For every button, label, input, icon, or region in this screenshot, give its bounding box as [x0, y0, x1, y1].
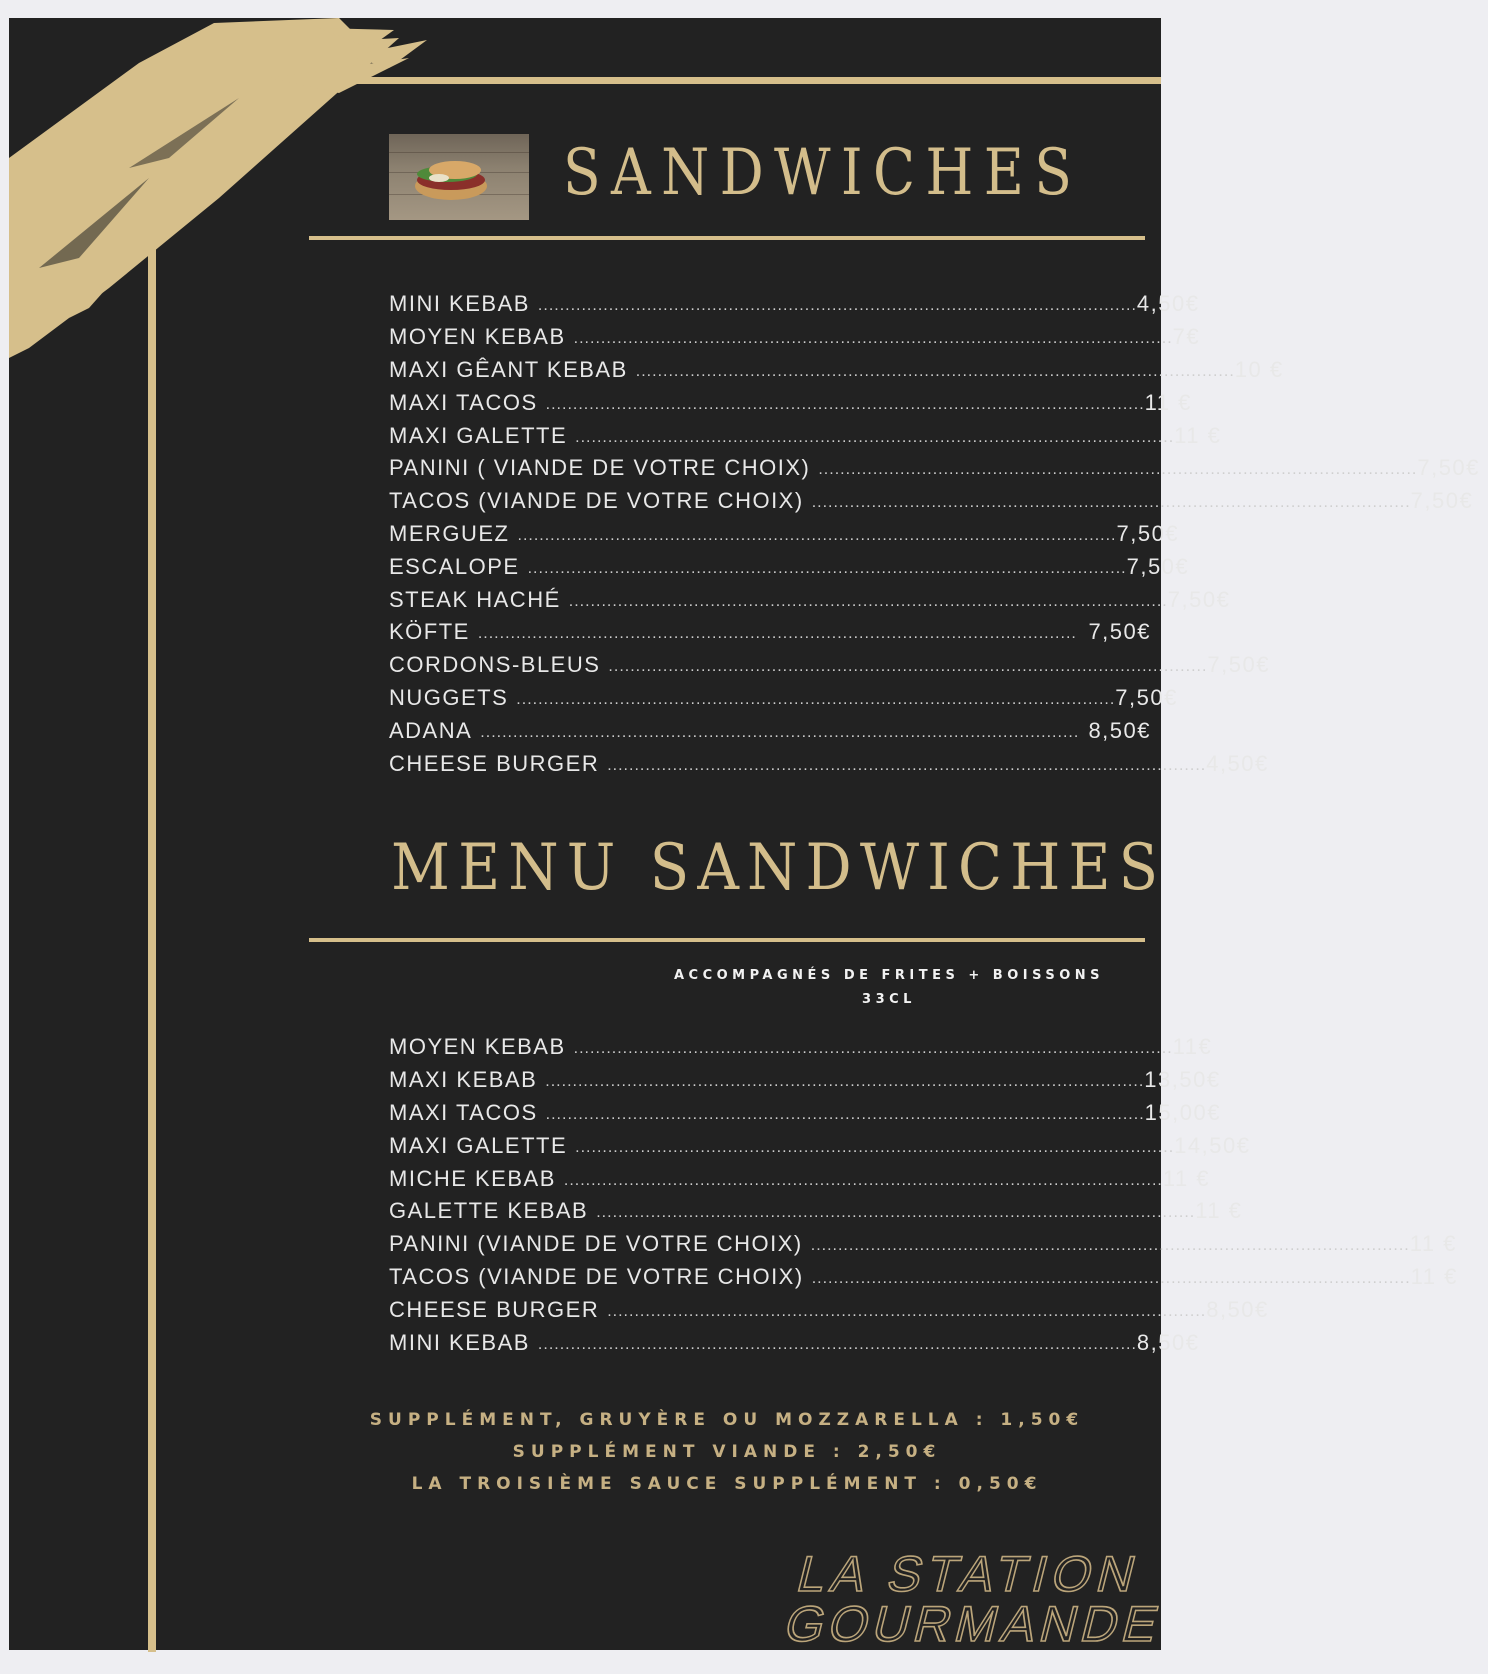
menu-divider: [309, 938, 1145, 942]
item-name: TACOS (VIANDE DE VOTRE CHOIX): [389, 1263, 804, 1289]
item-price: 11 €: [1195, 1198, 1243, 1224]
item-price: 14,50€: [1174, 1132, 1251, 1158]
list-item: PANINI (VIANDE DE VOTRE CHOIX) .............................................................................................................. 11 €: [389, 1228, 1159, 1261]
list-item: CORDONS-BLEUS .............................................................................................................. 7,50€: [389, 649, 1159, 682]
list-item: MICHE KEBAB .............................................................................................................. 11 €: [389, 1162, 1159, 1195]
item-price: 10 €: [1234, 356, 1284, 382]
item-name: GALETTE KEBAB: [389, 1198, 589, 1224]
sandwiches-list: [389, 288, 1480, 780]
sandwich-photo-icon: [389, 134, 529, 220]
item-price: 7,50€: [1115, 684, 1178, 710]
item-price: 15,00€: [1144, 1099, 1221, 1125]
item-name: MICHE KEBAB: [389, 1165, 556, 1191]
item-name: PANINI (VIANDE DE VOTRE CHOIX): [389, 1231, 803, 1257]
vertical-gold-rule: [148, 242, 156, 1652]
item-name: CHEESE BURGER: [389, 1296, 600, 1322]
item-name: MOYEN KEBAB: [389, 324, 566, 350]
item-price: 11 €: [1162, 1165, 1211, 1191]
item-price: 7,50€: [1116, 520, 1180, 546]
item-price: 11€: [1172, 1034, 1213, 1060]
la-station-gourmande-logo: [769, 1533, 1169, 1673]
list-item: CHEESE BURGER .............................................................................................................. 8,50€: [389, 1293, 1159, 1326]
item-name: ADANA: [389, 717, 473, 743]
list-item: TACOS (VIANDE DE VOTRE CHOIX) .............................................................................................................. 11 €: [389, 1261, 1159, 1294]
gold-brush-stroke-decoration: [9, 18, 439, 358]
menu-sandwiches-title: MENU SANDWICHES: [391, 831, 1167, 905]
logo-line-1: LA STATION: [791, 1545, 1148, 1602]
item-name: TACOS (VIANDE DE VOTRE CHOIX): [389, 488, 804, 514]
list-item: CHEESE BURGER .............................................................................................................. 4,50€: [389, 747, 1159, 780]
sandwiches-divider: [309, 236, 1145, 240]
item-price: 7,50€: [1088, 619, 1151, 645]
item-name: MERGUEZ: [389, 520, 510, 546]
supplement-cheese: SUPPLÉMENT, GRUYÈRE OU MOZZARELLA : 1,50€: [369, 1410, 1085, 1430]
item-price: 8,50€: [1206, 1296, 1269, 1322]
item-name: CHEESE BURGER: [389, 750, 600, 776]
item-price: 7,50€: [1417, 455, 1480, 481]
item-price: 7,50€: [1410, 488, 1474, 514]
item-name: MOYEN KEBAB: [389, 1034, 566, 1060]
item-name: CORDONS-BLEUS: [389, 652, 601, 678]
list-item: MAXI TACOS .............................................................................................................. 11 €: [389, 386, 1159, 419]
list-item: ADANA .............................................................................................................. 8,50€: [389, 714, 1159, 747]
list-item: MOYEN KEBAB .............................................................................................................. 7€: [389, 321, 1159, 354]
list-item: NUGGETS .............................................................................................................. 7,50€: [389, 682, 1159, 715]
sandwiches-title: SANDWICHES: [563, 136, 1083, 210]
menu-subtitle: ACCOMPAGNÉS DE FRITES + BOISSONS 33CL: [673, 968, 1105, 1007]
list-item: MAXI GALETTE .............................................................................................................. 11 €: [389, 419, 1159, 452]
logo-line-2: GOURMANDE: [779, 1595, 1169, 1652]
item-name: PANINI ( VIANDE DE VOTRE CHOIX): [389, 455, 811, 481]
list-item: MAXI KEBAB .............................................................................................................. 13,50€: [389, 1064, 1159, 1097]
list-item: MAXI GÊANT KEBAB .............................................................................................................. 10 €: [389, 354, 1159, 387]
item-price: 13,50€: [1144, 1067, 1221, 1093]
item-price: 11 €: [1409, 1231, 1457, 1257]
item-name: MAXI KEBAB: [389, 1067, 538, 1093]
item-price: 7€: [1172, 324, 1201, 350]
menu-page: [9, 18, 1480, 1652]
item-name: KÖFTE: [389, 619, 470, 645]
item-price: 8,50€: [1088, 717, 1151, 743]
item-price: 7,50€: [1167, 586, 1231, 612]
supplement-meat: SUPPLÉMENT VIANDE : 2,50€: [512, 1442, 942, 1462]
list-item: STEAK HACHÉ .............................................................................................................. 7,50€: [389, 583, 1159, 616]
item-price: 7,50€: [1207, 652, 1270, 678]
item-name: MAXI GALETTE: [389, 1132, 568, 1158]
top-gold-rule: [349, 77, 1161, 84]
item-price: 4,50€: [1136, 291, 1200, 317]
item-name: MAXI TACOS: [389, 1099, 538, 1125]
item-name: MINI KEBAB: [389, 1329, 530, 1355]
list-item: MOYEN KEBAB .............................................................................................................. 11€: [389, 1031, 1159, 1064]
item-name: NUGGETS: [389, 684, 509, 710]
item-name: MAXI GALETTE: [389, 422, 568, 448]
list-item: MINI KEBAB .............................................................................................................. 8,50€: [389, 1326, 1159, 1359]
list-item: PANINI ( VIANDE DE VOTRE CHOIX) .............................................................................................................. 7,50€: [389, 452, 1159, 485]
list-item: MAXI GALETTE .............................................................................................................. 14,50€: [389, 1129, 1159, 1162]
list-item: MINI KEBAB .............................................................................................................. 4,50€: [389, 288, 1159, 321]
list-item: ESCALOPE .............................................................................................................. 7,50€: [389, 550, 1159, 583]
item-name: MAXI GÊANT KEBAB: [389, 356, 628, 382]
supplement-sauce: LA TROISIÈME SAUCE SUPPLÉMENT : 0,50€: [411, 1474, 1043, 1494]
item-name: ESCALOPE: [389, 553, 520, 579]
item-name: STEAK HACHÉ: [389, 586, 561, 612]
item-price: 11 €: [1174, 422, 1222, 448]
menu-sandwiches-list: [389, 1031, 1458, 1359]
item-name: MINI KEBAB: [389, 291, 530, 317]
list-item: MAXI TACOS .............................................................................................................. 15,00€: [389, 1097, 1159, 1130]
list-item: GALETTE KEBAB .............................................................................................................. 11 €: [389, 1195, 1159, 1228]
list-item: MERGUEZ .............................................................................................................. 7,50€: [389, 518, 1159, 551]
list-item: TACOS (VIANDE DE VOTRE CHOIX) .............................................................................................................. 7,50€: [389, 485, 1159, 518]
item-price: 11 €: [1410, 1263, 1458, 1289]
item-price: 11 €: [1144, 389, 1192, 415]
item-price: 8,50€: [1136, 1329, 1200, 1355]
list-item: KÖFTE .............................................................................................................. 7,50€: [389, 616, 1159, 649]
item-price: 7,50€: [1126, 553, 1190, 579]
item-name: MAXI TACOS: [389, 389, 538, 415]
item-price: 4,50€: [1206, 750, 1269, 776]
